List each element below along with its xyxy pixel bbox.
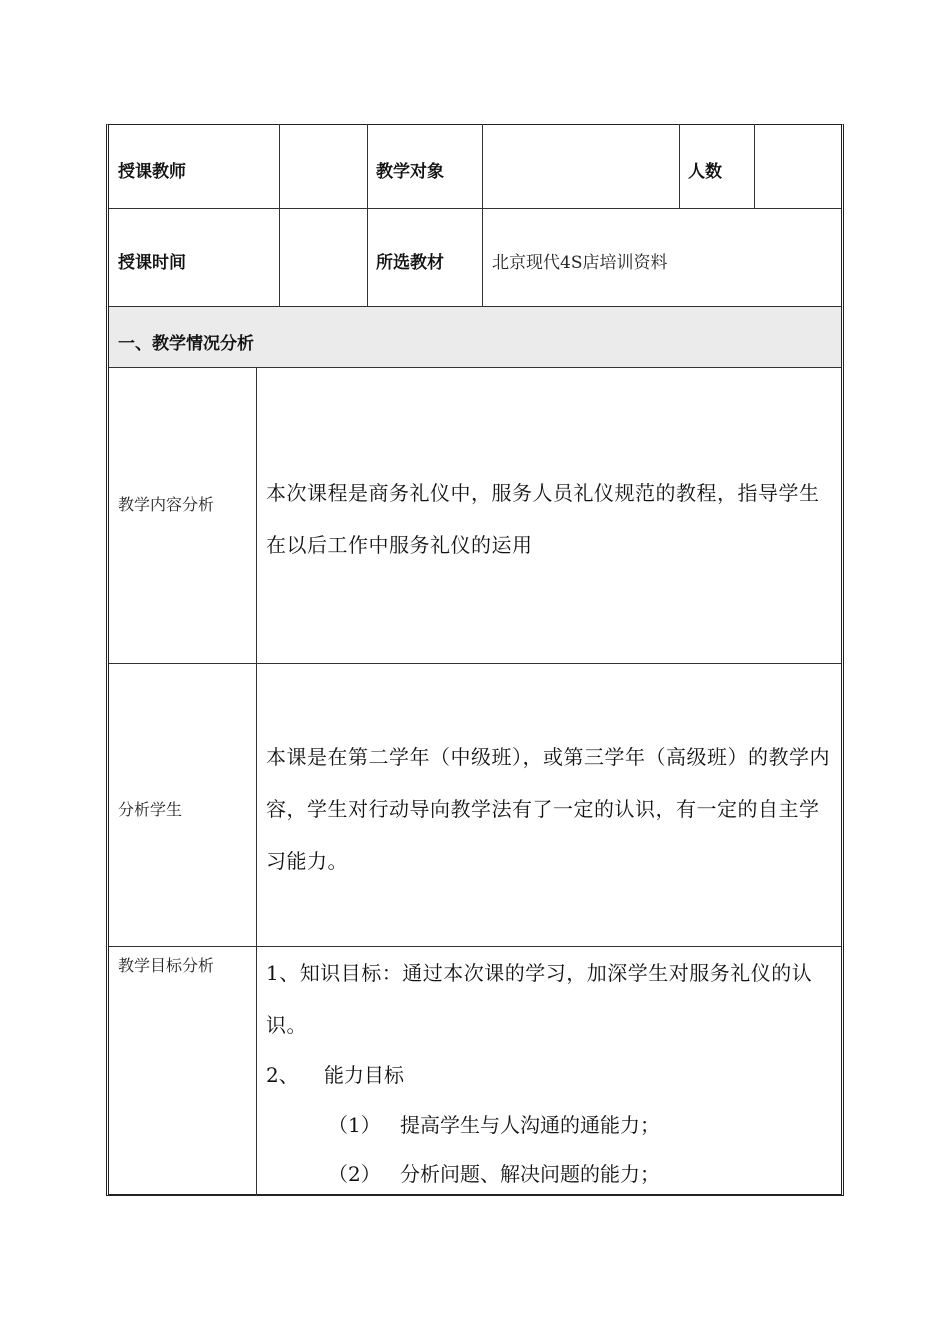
teacher-label: 授课教师 <box>118 162 186 182</box>
time-label: 授课时间 <box>118 253 186 273</box>
row-divider <box>109 306 841 307</box>
goal-item-2-text: 能力目标 <box>324 1063 404 1087</box>
goal-analysis-label: 教学目标分析 <box>118 956 215 975</box>
student-analysis-label: 分析学生 <box>118 800 183 819</box>
col-divider <box>754 124 755 208</box>
audience-label: 教学对象 <box>376 162 444 182</box>
goal-sub-1-number: （1） <box>328 1113 381 1137</box>
goal-item-2-number: 2、 <box>266 1063 299 1087</box>
row-divider <box>109 367 841 368</box>
goal-sub-2-number: （2） <box>328 1162 381 1186</box>
goal-sub-1-text: 提高学生与人沟通的通能力； <box>400 1113 660 1137</box>
col-divider <box>679 124 680 208</box>
col-divider <box>482 124 483 306</box>
col-divider <box>256 367 257 1196</box>
student-analysis-text: 本课是在第二学年（中级班），或第三学年（高级班）的教学内容，学生对行动导向教学法有了一定的认识，有一定的自主学习能力。 <box>266 745 830 873</box>
lesson-plan-table <box>106 124 844 1196</box>
row-divider <box>109 208 841 209</box>
col-divider <box>367 124 368 306</box>
goal-item-1: 1、知识目标：通过本次课的学习，加深学生对服务礼仪的认识。 <box>266 961 813 1037</box>
count-label: 人数 <box>688 162 722 182</box>
goal-sub-2-text: 分析问题、解决问题的能力； <box>400 1162 660 1186</box>
section-title: 一、教学情况分析 <box>118 334 254 354</box>
textbook-label: 所选教材 <box>376 253 444 273</box>
content-analysis-label: 教学内容分析 <box>118 495 215 514</box>
textbook-value: 北京现代4S店培训资料 <box>492 253 668 273</box>
content-analysis-text: 本次课程是商务礼仪中，服务人员礼仪规范的教程，指导学生在以后工作中服务礼仪的运用 <box>266 481 820 557</box>
row-divider <box>109 663 841 664</box>
col-divider <box>279 124 280 306</box>
